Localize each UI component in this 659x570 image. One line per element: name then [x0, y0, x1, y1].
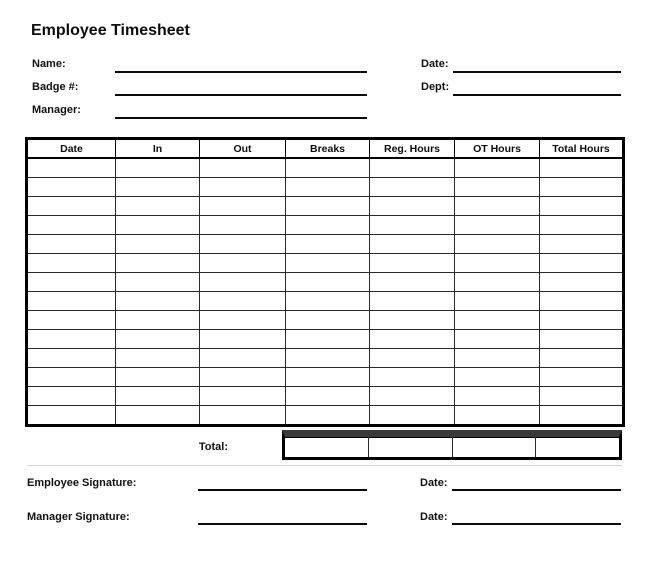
timesheet-cell[interactable] [116, 158, 200, 178]
employee-signature-date-line[interactable] [452, 489, 621, 491]
timesheet-cell[interactable] [27, 178, 116, 197]
timesheet-cell[interactable] [286, 197, 370, 216]
col-header-ot-hours: OT Hours [455, 139, 540, 159]
timesheet-cell[interactable] [286, 254, 370, 273]
timesheet-cell[interactable] [116, 235, 200, 254]
timesheet-cell[interactable] [370, 158, 455, 178]
timesheet-cell[interactable] [540, 158, 624, 178]
timesheet-cell[interactable] [455, 406, 540, 426]
timesheet-cell[interactable] [200, 406, 286, 426]
timesheet-cell[interactable] [455, 368, 540, 387]
timesheet-cell[interactable] [540, 387, 624, 406]
timesheet-cell[interactable] [455, 330, 540, 349]
timesheet-cell[interactable] [27, 235, 116, 254]
total-cell-ot-hours[interactable] [452, 437, 536, 457]
timesheet-cell[interactable] [27, 368, 116, 387]
timesheet-row [27, 158, 624, 178]
timesheet-cell[interactable] [116, 349, 200, 368]
timesheet-cell[interactable] [200, 197, 286, 216]
timesheet-cell[interactable] [455, 158, 540, 178]
timesheet-cell[interactable] [286, 387, 370, 406]
timesheet-cell[interactable] [116, 197, 200, 216]
employee-signature-date-label: Date: [420, 477, 448, 489]
timesheet-cell[interactable] [200, 292, 286, 311]
timesheet-table-body [27, 158, 624, 426]
timesheet-cell[interactable] [286, 158, 370, 178]
name-label: Name: [32, 58, 66, 70]
timesheet-cell[interactable] [455, 292, 540, 311]
timesheet-cell[interactable] [370, 273, 455, 292]
timesheet-cell[interactable] [27, 216, 116, 235]
timesheet-cell[interactable] [200, 273, 286, 292]
timesheet-cell[interactable] [286, 273, 370, 292]
timesheet-cell[interactable] [370, 406, 455, 426]
manager-field-line[interactable] [115, 117, 367, 119]
timesheet-cell[interactable] [286, 311, 370, 330]
date-label: Date: [421, 58, 449, 70]
timesheet-cell[interactable] [455, 311, 540, 330]
timesheet-cell[interactable] [540, 178, 624, 197]
timesheet-cell[interactable] [116, 292, 200, 311]
timesheet-cell[interactable] [27, 311, 116, 330]
manager-signature-date-line[interactable] [452, 523, 621, 525]
timesheet-row [27, 178, 624, 197]
col-header-total-hours: Total Hours [540, 139, 624, 159]
col-header-reg-hours: Reg. Hours [370, 139, 455, 159]
timesheet-cell[interactable] [455, 273, 540, 292]
timesheet-cell[interactable] [200, 387, 286, 406]
timesheet-cell[interactable] [200, 158, 286, 178]
timesheet-cell[interactable] [370, 330, 455, 349]
timesheet-cell[interactable] [286, 406, 370, 426]
total-cell-total-hours[interactable] [535, 437, 619, 457]
timesheet-cell[interactable] [286, 235, 370, 254]
total-cell-reg-hours[interactable] [368, 437, 452, 457]
dept-label: Dept: [421, 81, 450, 93]
timesheet-cell[interactable] [370, 292, 455, 311]
timesheet-row [27, 273, 624, 292]
timesheet-cell[interactable] [200, 254, 286, 273]
timesheet-cell[interactable] [370, 197, 455, 216]
timesheet-cell[interactable] [286, 178, 370, 197]
timesheet-cell[interactable] [116, 273, 200, 292]
timesheet-cell[interactable] [116, 406, 200, 426]
employee-signature-line[interactable] [198, 489, 367, 491]
name-field-line[interactable] [115, 71, 367, 73]
col-header-date: Date [27, 139, 116, 159]
timesheet-cell[interactable] [200, 368, 286, 387]
timesheet-cell[interactable] [116, 330, 200, 349]
timesheet-row [27, 349, 624, 368]
timesheet-cell[interactable] [27, 330, 116, 349]
timesheet-cell[interactable] [116, 387, 200, 406]
timesheet-cell[interactable] [27, 197, 116, 216]
timesheet-cell[interactable] [286, 292, 370, 311]
timesheet-row [27, 406, 624, 426]
timesheet-cell[interactable] [370, 216, 455, 235]
timesheet-cell[interactable] [116, 216, 200, 235]
timesheet-row [27, 330, 624, 349]
timesheet-cell[interactable] [200, 216, 286, 235]
timesheet-cell[interactable] [540, 216, 624, 235]
timesheet-cell[interactable] [455, 254, 540, 273]
timesheet-cell[interactable] [116, 368, 200, 387]
timesheet-cell[interactable] [370, 254, 455, 273]
timesheet-cell[interactable] [116, 254, 200, 273]
total-cell-breaks[interactable] [285, 437, 368, 457]
timesheet-cell[interactable] [200, 235, 286, 254]
timesheet-cell[interactable] [370, 349, 455, 368]
timesheet-cell[interactable] [200, 349, 286, 368]
timesheet-table-header [27, 139, 624, 159]
timesheet-cell[interactable] [370, 387, 455, 406]
timesheet-cell[interactable] [370, 178, 455, 197]
timesheet-row [27, 387, 624, 406]
timesheet-cell[interactable] [455, 387, 540, 406]
timesheet-cell[interactable] [540, 311, 624, 330]
timesheet-cell[interactable] [286, 368, 370, 387]
timesheet-cell[interactable] [116, 178, 200, 197]
dept-field-line[interactable] [453, 94, 621, 96]
timesheet-cell[interactable] [455, 349, 540, 368]
col-header-out: Out [200, 139, 286, 159]
badge-field-line[interactable] [115, 94, 367, 96]
timesheet-cell[interactable] [116, 311, 200, 330]
timesheet-cell[interactable] [370, 311, 455, 330]
date-field-line[interactable] [453, 71, 621, 73]
timesheet-row [27, 368, 624, 387]
manager-signature-label: Manager Signature: [27, 511, 130, 523]
timesheet-row [27, 216, 624, 235]
timesheet-cell[interactable] [27, 387, 116, 406]
page-title: Employee Timesheet [31, 22, 190, 39]
timesheet-table [25, 137, 625, 427]
timesheet-row [27, 254, 624, 273]
timesheet-row [27, 235, 624, 254]
timesheet-row [27, 311, 624, 330]
timesheet-cell[interactable] [27, 292, 116, 311]
timesheet-cell[interactable] [540, 197, 624, 216]
timesheet-cell[interactable] [27, 406, 116, 426]
timesheet-cell[interactable] [27, 273, 116, 292]
timesheet-cell[interactable] [200, 330, 286, 349]
timesheet-cell[interactable] [540, 254, 624, 273]
manager-signature-line[interactable] [198, 523, 367, 525]
timesheet-cell[interactable] [27, 254, 116, 273]
timesheet-cell[interactable] [540, 235, 624, 254]
timesheet-cell[interactable] [540, 273, 624, 292]
timesheet-cell[interactable] [455, 197, 540, 216]
timesheet-cell[interactable] [286, 349, 370, 368]
timesheet-cell[interactable] [200, 178, 286, 197]
timesheet-cell[interactable] [540, 368, 624, 387]
timesheet-cell[interactable] [370, 368, 455, 387]
timesheet-row [27, 292, 624, 311]
total-row-shadow [27, 465, 622, 466]
timesheet-cell[interactable] [27, 158, 116, 178]
timesheet-cell[interactable] [286, 216, 370, 235]
timesheet-cell[interactable] [455, 178, 540, 197]
badge-label: Badge #: [32, 81, 79, 93]
timesheet-cell[interactable] [540, 406, 624, 426]
manager-label: Manager: [32, 104, 81, 116]
timesheet-cell[interactable] [200, 311, 286, 330]
timesheet-cell[interactable] [540, 330, 624, 349]
manager-signature-date-label: Date: [420, 511, 448, 523]
timesheet-cell[interactable] [540, 292, 624, 311]
col-header-in: In [116, 139, 200, 159]
timesheet-cell[interactable] [27, 349, 116, 368]
timesheet-cell[interactable] [286, 330, 370, 349]
timesheet-cell[interactable] [455, 216, 540, 235]
total-label: Total: [198, 441, 228, 453]
timesheet-cell[interactable] [455, 235, 540, 254]
timesheet-cell[interactable] [370, 235, 455, 254]
timesheet-cell[interactable] [540, 349, 624, 368]
employee-signature-label: Employee Signature: [27, 477, 137, 489]
timesheet-row [27, 197, 624, 216]
total-row-box [282, 430, 622, 460]
col-header-breaks: Breaks [286, 139, 370, 159]
